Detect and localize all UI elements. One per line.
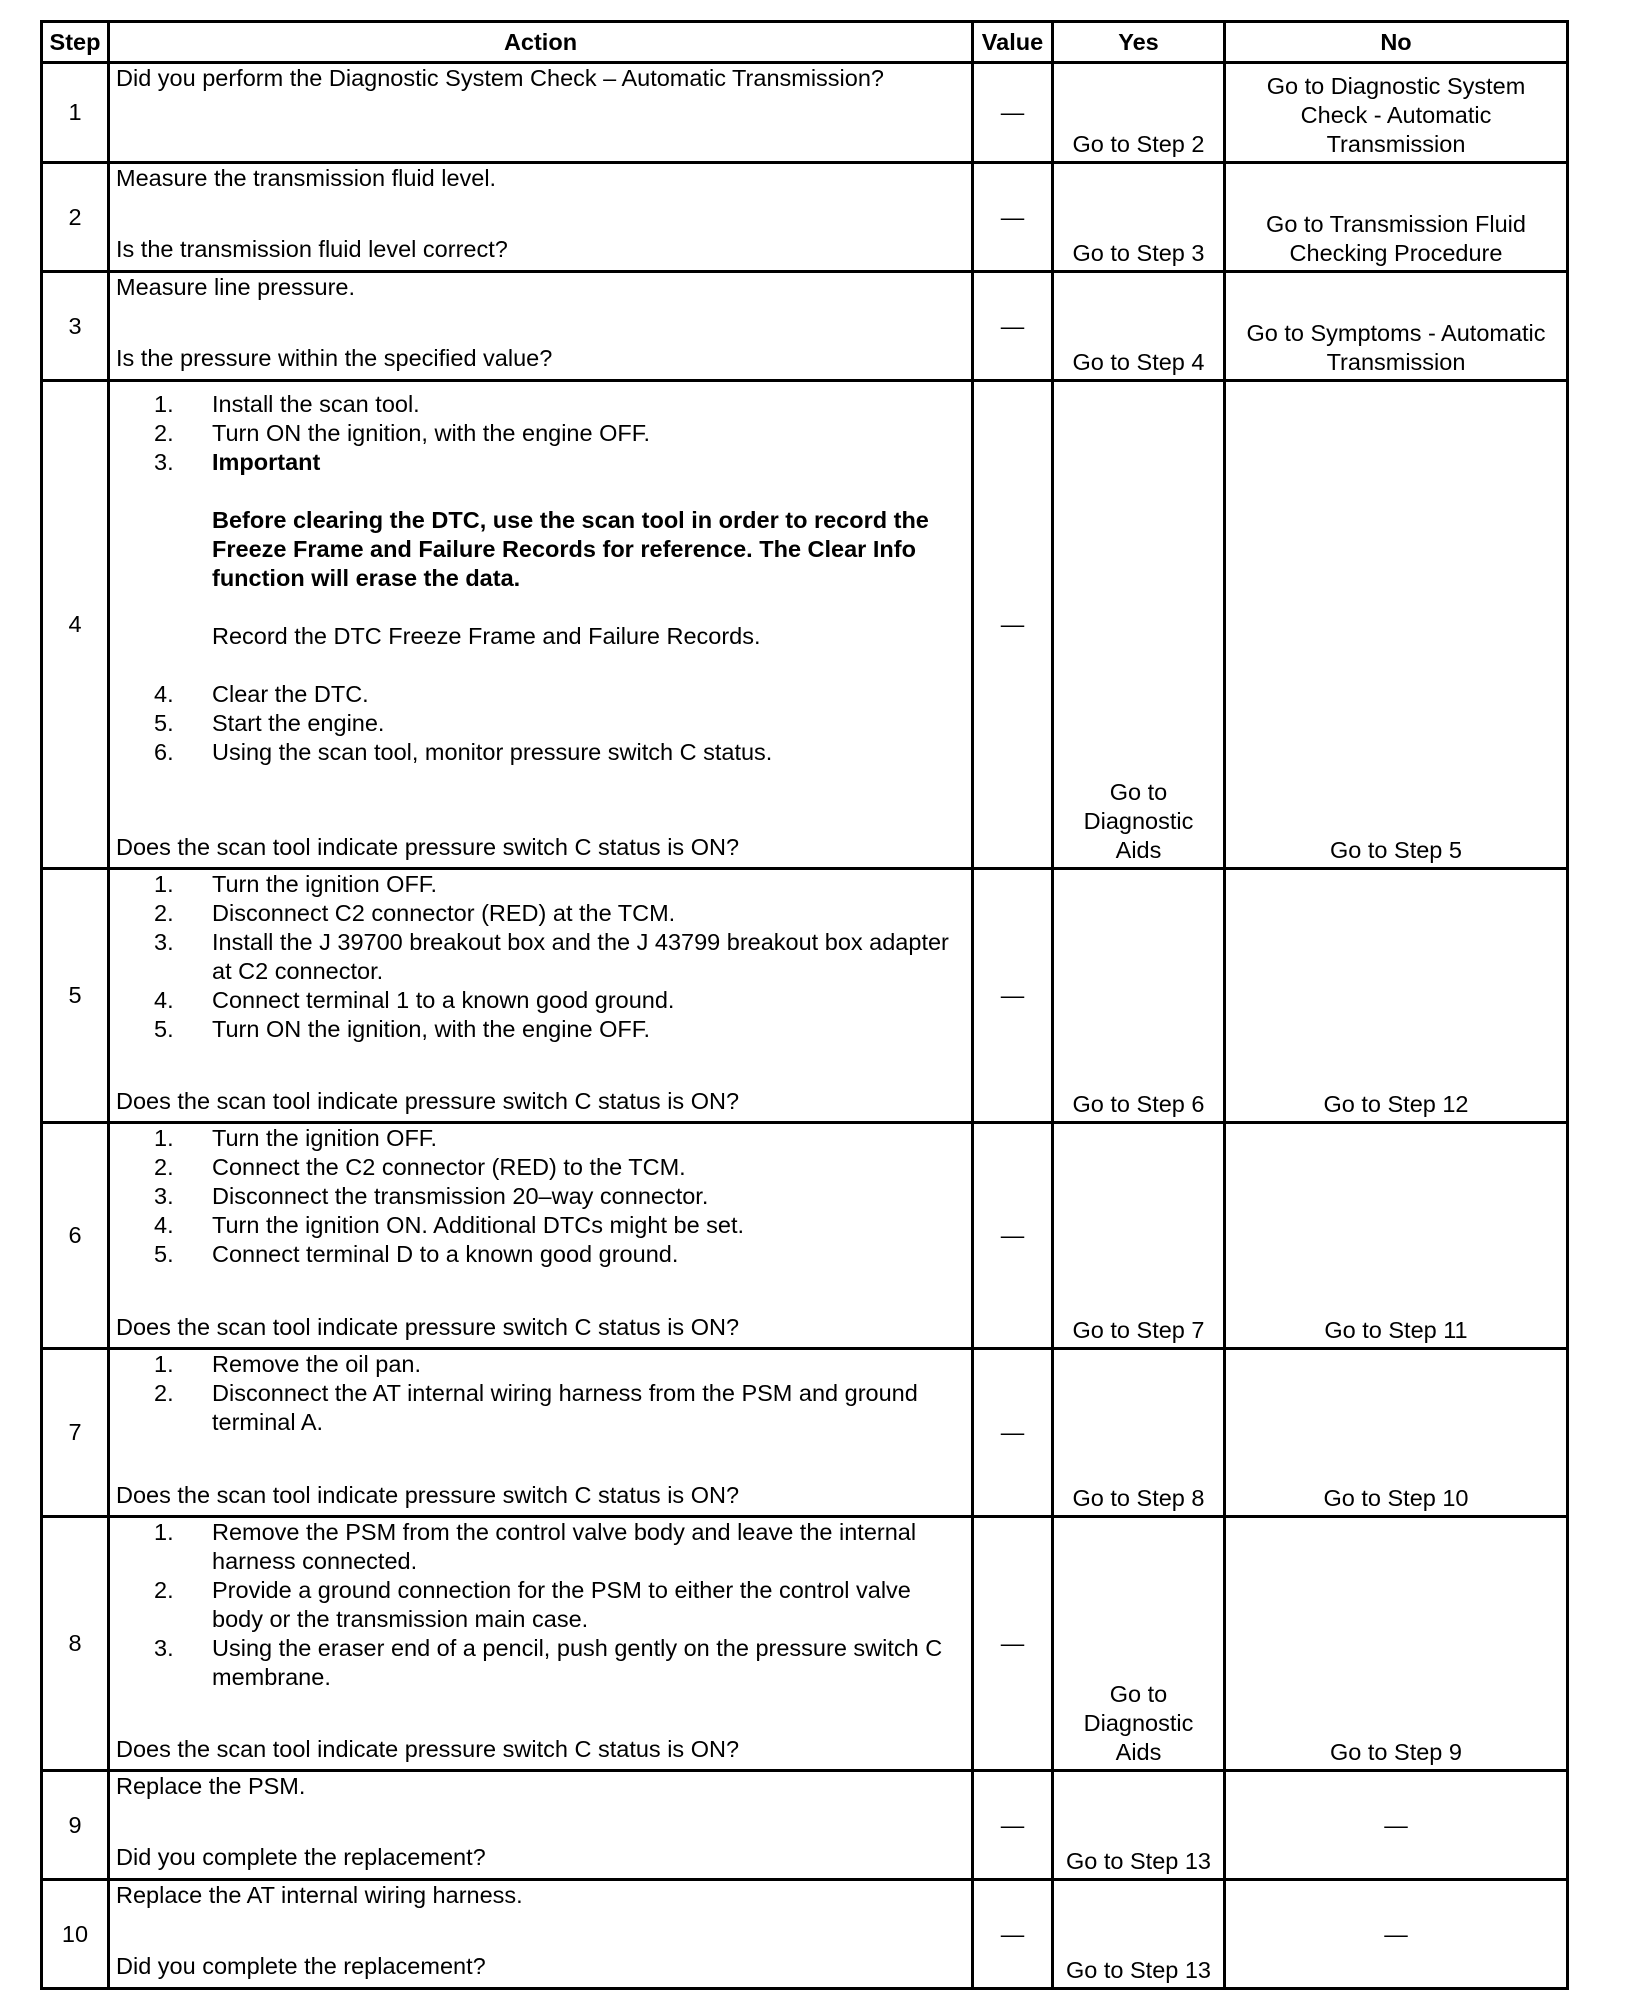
diagnostic-table xyxy=(40,20,1569,1990)
step-number: 10 xyxy=(42,1880,109,1989)
important-label: Important xyxy=(212,449,321,475)
action-cell xyxy=(109,272,973,381)
step-number: 3 xyxy=(42,272,109,381)
action-cell xyxy=(109,1771,973,1880)
value-cell: — xyxy=(973,1349,1053,1517)
no-cell: Go to Symptoms - Automatic Transmission xyxy=(1225,272,1568,381)
action-text: Did you perform the Diagnostic System Check – Automatic Transmission? xyxy=(116,65,884,91)
action-question: Does the scan tool indicate pressure switch C status is ON? xyxy=(116,834,740,860)
action-text: Replace the PSM. xyxy=(116,1773,306,1799)
action-question: Does the scan tool indicate pressure switch C status is ON? xyxy=(116,1314,740,1340)
no-cell: Go to Step 9 xyxy=(1225,1517,1568,1771)
action-cell xyxy=(109,869,973,1123)
no-cell: — xyxy=(1225,1771,1568,1880)
list-item: 3. Install the J 39700 breakout box and the J 43799 breakout box adapter at C2 connector. xyxy=(154,929,949,984)
list-item: 4. Clear the DTC. xyxy=(154,681,369,707)
step-number: 7 xyxy=(42,1349,109,1517)
no-cell: — xyxy=(1225,1880,1568,1989)
yes-cell: Go to Step 13 xyxy=(1053,1771,1225,1880)
yes-cell: Go to Step 8 xyxy=(1053,1349,1225,1517)
action-question: Is the pressure within the specified value? xyxy=(116,345,553,371)
action-cell xyxy=(109,63,973,163)
step-number: 5 xyxy=(42,869,109,1123)
list-item: 2. Connect the C2 connector (RED) to the TCM. xyxy=(154,1154,686,1180)
table-row xyxy=(42,63,1568,163)
list-item: 5. Start the engine. xyxy=(154,710,385,736)
value-cell: — xyxy=(973,381,1053,869)
no-cell: Go to Step 10 xyxy=(1225,1349,1568,1517)
action-cell xyxy=(109,1123,973,1349)
yes-cell: Go to Step 2 xyxy=(1053,63,1225,163)
action-cell xyxy=(109,1517,973,1771)
value-cell: — xyxy=(973,272,1053,381)
step-number: 8 xyxy=(42,1517,109,1771)
no-cell: Go to Diagnostic System Check - Automatic Transmission xyxy=(1225,63,1568,163)
table-row xyxy=(42,869,1568,1123)
list-item: 5. Turn ON the ignition, with the engine OFF. xyxy=(154,1016,651,1042)
list-item: 2. Disconnect the AT internal wiring harness from the PSM and ground terminal A. xyxy=(154,1380,918,1435)
action-question: Does the scan tool indicate pressure switch C status is ON? xyxy=(116,1482,740,1508)
action-cell xyxy=(109,1880,973,1989)
table-row xyxy=(42,1880,1568,1989)
step-number: 6 xyxy=(42,1123,109,1349)
table-row xyxy=(42,272,1568,381)
step-number: 1 xyxy=(42,63,109,163)
value-cell: — xyxy=(973,63,1053,163)
action-cell xyxy=(109,163,973,272)
table-row xyxy=(42,1771,1568,1880)
yes-cell: Go to Step 6 xyxy=(1053,869,1225,1123)
yes-cell: Go to Diagnostic Aids xyxy=(1053,381,1225,869)
no-cell: Go to Transmission Fluid Checking Procedure xyxy=(1225,163,1568,272)
table-row xyxy=(42,1517,1568,1771)
action-question: Does the scan tool indicate pressure switch C status is ON? xyxy=(116,1736,740,1762)
step-number: 4 xyxy=(42,381,109,869)
list-item: 1. Turn the ignition OFF. xyxy=(154,1125,438,1151)
yes-cell: Go to Step 3 xyxy=(1053,163,1225,272)
list-item: 3. Important Before clearing the DTC, use the scan tool in order to record the Freeze Frame and Failure Records for reference. The Clear Info function will erase the data. Record the DTC Freeze Frame and Failure Records. xyxy=(212,448,965,651)
header-no: No xyxy=(1225,22,1568,63)
value-cell: — xyxy=(973,1880,1053,1989)
action-question: Did you complete the replacement? xyxy=(116,1953,486,1979)
table-row xyxy=(42,381,1568,869)
no-cell: Go to Step 5 xyxy=(1225,381,1568,869)
table-row xyxy=(42,163,1568,272)
list-item: 3. Using the eraser end of a pencil, push gently on the pressure switch C membrane. xyxy=(154,1635,943,1690)
list-item: 6. Using the scan tool, monitor pressure switch C status. xyxy=(154,739,773,765)
value-cell: — xyxy=(973,1771,1053,1880)
action-question: Did you complete the replacement? xyxy=(116,1844,486,1870)
action-text: Measure line pressure. xyxy=(116,274,356,300)
yes-cell: Go to Step 13 xyxy=(1053,1880,1225,1989)
list-item: 5. Connect terminal D to a known good ground. xyxy=(154,1241,679,1267)
action-cell xyxy=(109,381,973,869)
value-cell: — xyxy=(973,1123,1053,1349)
action-question: Does the scan tool indicate pressure switch C status is ON? xyxy=(116,1088,740,1114)
header-row xyxy=(42,22,1568,63)
action-cell xyxy=(109,1349,973,1517)
header-yes: Yes xyxy=(1053,22,1225,63)
step-number: 9 xyxy=(42,1771,109,1880)
list-item: 1. Remove the oil pan. xyxy=(154,1351,422,1377)
header-action: Action xyxy=(109,22,973,63)
list-item: 1. Install the scan tool. xyxy=(154,391,420,417)
header-step: Step xyxy=(42,22,109,63)
table-row xyxy=(42,1123,1568,1349)
action-text: Replace the AT internal wiring harness. xyxy=(116,1882,523,1908)
yes-cell: Go to Diagnostic Aids xyxy=(1053,1517,1225,1771)
record-instruction: Record the DTC Freeze Frame and Failure Records. xyxy=(212,623,761,649)
list-item: 2. Turn ON the ignition, with the engine OFF. xyxy=(154,420,651,446)
no-cell: Go to Step 11 xyxy=(1225,1123,1568,1349)
action-text: Measure the transmission fluid level. xyxy=(116,165,497,191)
list-item: 1. Remove the PSM from the control valve body and leave the internal harness connected. xyxy=(154,1519,917,1574)
important-note: Before clearing the DTC, use the scan tool in order to record the Freeze Frame and Failure Records for reference. The Clear Info function will erase the data. xyxy=(212,507,929,591)
list-item: 3. Disconnect the transmission 20–way connector. xyxy=(154,1183,709,1209)
list-item: 2. Provide a ground connection for the PSM to either the control valve body or the transmission main case. xyxy=(154,1577,911,1632)
list-item: 4. Turn the ignition ON. Additional DTCs might be set. xyxy=(154,1212,745,1238)
list-item: 4. Connect terminal 1 to a known good ground. xyxy=(154,987,675,1013)
step-number: 2 xyxy=(42,163,109,272)
table-row xyxy=(42,1349,1568,1517)
yes-cell: Go to Step 7 xyxy=(1053,1123,1225,1349)
yes-cell: Go to Step 4 xyxy=(1053,272,1225,381)
header-value: Value xyxy=(973,22,1053,63)
value-cell: — xyxy=(973,869,1053,1123)
action-question: Is the transmission fluid level correct? xyxy=(116,236,508,262)
value-cell: — xyxy=(973,1517,1053,1771)
no-cell: Go to Step 12 xyxy=(1225,869,1568,1123)
list-item: 2. Disconnect C2 connector (RED) at the TCM. xyxy=(154,900,676,926)
list-item: 1. Turn the ignition OFF. xyxy=(154,871,438,897)
value-cell: — xyxy=(973,163,1053,272)
